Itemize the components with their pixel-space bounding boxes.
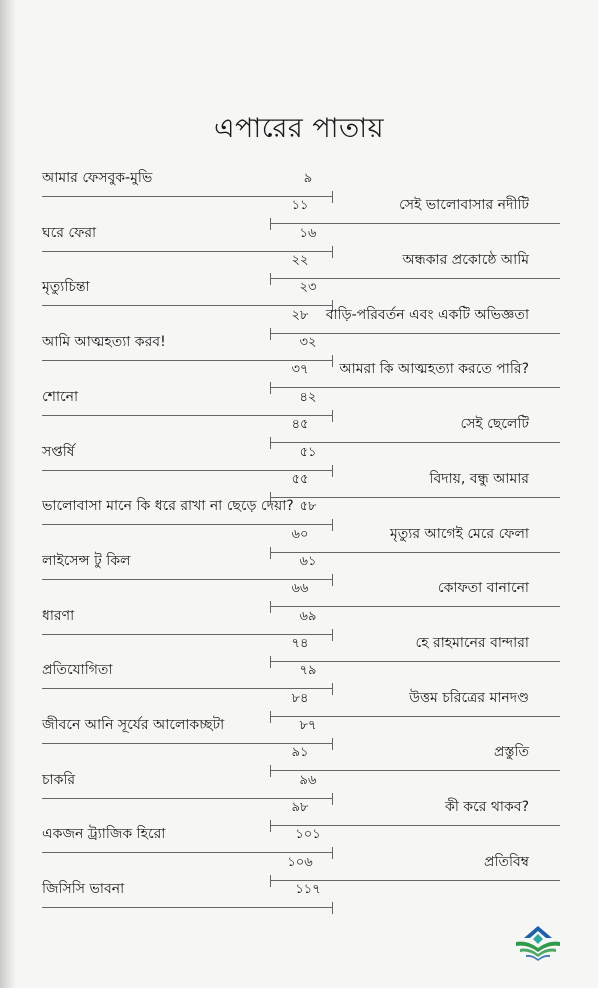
toc-entry-title: মৃত্যুর আগেই মেরে ফেলা xyxy=(390,525,529,542)
toc-entry[interactable] xyxy=(0,358,598,388)
toc-entry-page-number: ৭৯ xyxy=(299,663,317,679)
toc-entry-title: ধারণা xyxy=(42,607,75,624)
toc-entry-page-number: ৬৬ xyxy=(291,581,309,597)
toc-entry-title: প্রতিযোগিতা xyxy=(42,662,113,679)
toc-entry[interactable] xyxy=(0,878,598,908)
toc-entry-page-number: ৬১ xyxy=(299,553,317,569)
toc-entry-page-number: ১১ xyxy=(291,198,309,214)
toc-entry-page-number: ৫৮ xyxy=(299,499,317,515)
toc-entry-page-number: ৯১ xyxy=(291,745,309,761)
toc-entry[interactable] xyxy=(0,577,598,607)
toc-entry-title: জিসিসি ভাবনা xyxy=(42,881,125,898)
toc-entry-title: হে রাহমানের বান্দারা xyxy=(415,634,529,651)
toc-entry-title: চাকরি xyxy=(42,771,76,788)
toc-entry-title: সেই ছেলেটি xyxy=(460,416,529,433)
page-title: এপারের পাতায় xyxy=(214,113,384,144)
toc-entry[interactable] xyxy=(0,249,598,279)
toc-entry[interactable] xyxy=(0,413,598,443)
toc-entry-title: লাইসেন্স টু কিল xyxy=(42,552,131,569)
toc-entry[interactable] xyxy=(0,741,598,771)
toc-entry-title: আমি আত্মহত্যা করব! xyxy=(42,334,166,351)
toc-entry-page-number: ৫৫ xyxy=(291,471,309,487)
toc-entry-title: কী করে থাকব? xyxy=(445,799,529,816)
toc-entry-title: বাড়ি-পরিবর্তন এবং একটি অভিজ্ঞতা xyxy=(325,306,529,323)
toc-entry-underline xyxy=(42,907,332,908)
publisher-logo-icon xyxy=(512,922,564,964)
toc-entry-page-number: ৫১ xyxy=(299,444,317,460)
toc-entry-title: জীবনে আনি সূর্যের আলোকচ্ছটা xyxy=(42,717,225,733)
toc-entry-page-number: ৯ xyxy=(303,171,313,186)
toc-entry-page-number: ৮৭ xyxy=(299,718,317,733)
toc-entry-title: মৃত্যুচিন্তা xyxy=(42,279,90,296)
toc-entry-title: সপ্তর্ষি xyxy=(42,443,75,460)
toc-entry-page-number: ৯৬ xyxy=(299,772,317,788)
toc-entry-page-number: ৪৫ xyxy=(291,417,309,433)
toc-entry-title: অন্ধকার প্রকোষ্ঠে আমি xyxy=(402,252,529,269)
toc-entry-page-number: ১০৬ xyxy=(287,854,313,870)
toc-entry-page-number: ৯৮ xyxy=(291,800,309,816)
toc-entry-title: কোফতা বানানো xyxy=(437,580,529,597)
toc-entry-page-number: ১০১ xyxy=(295,827,321,843)
toc-entry-title: উত্তম চরিত্রের মানদণ্ড xyxy=(409,689,529,706)
toc-entry-title: বিদায়, বন্ধু আমার xyxy=(429,470,529,487)
toc-entry-page-number: ৭৪ xyxy=(291,635,309,651)
toc-entry-page-number: ৮৪ xyxy=(291,690,309,706)
toc-entry-tick xyxy=(332,902,333,914)
toc-entry-title: একজন ট্র্যাজিক হিরো xyxy=(42,826,166,843)
toc-entry-title: শোনো xyxy=(42,388,79,405)
toc-entry-page-number: ২২ xyxy=(291,253,309,269)
toc-entry-title: আমরা কি আত্মহত্যা করতে পারি? xyxy=(339,361,529,378)
toc-entry-title: প্রতিবিম্ব xyxy=(483,853,529,870)
toc-entry-page-number: ৪২ xyxy=(299,389,317,405)
toc-entry-title: আমার ফেসবুক-মুভি xyxy=(42,170,153,186)
toc-entry-page-number: ২৩ xyxy=(299,280,317,296)
toc-entry-page-number: ৬০ xyxy=(291,526,309,542)
toc-entry-title: ভালোবাসা মানে কি ধরে রাখা না ছেড়ে দেয়া? xyxy=(42,498,294,515)
toc-entry-page-number: ৩৭ xyxy=(291,362,309,378)
toc-entry-page-number: ১৬ xyxy=(299,225,317,241)
toc-entry-page-number: ২৮ xyxy=(291,307,309,323)
toc-entry-title: প্রস্তুতি xyxy=(493,744,529,761)
toc-entry-title: ঘরে ফেরা xyxy=(42,224,97,241)
toc-entry-page-number: ৩২ xyxy=(299,335,317,351)
toc-entry-page-number: ১১৭ xyxy=(295,882,321,898)
toc-entry-page-number: ৬৯ xyxy=(299,608,317,624)
toc-entry-title: সেই ভালোবাসার নদীটি xyxy=(399,197,529,214)
